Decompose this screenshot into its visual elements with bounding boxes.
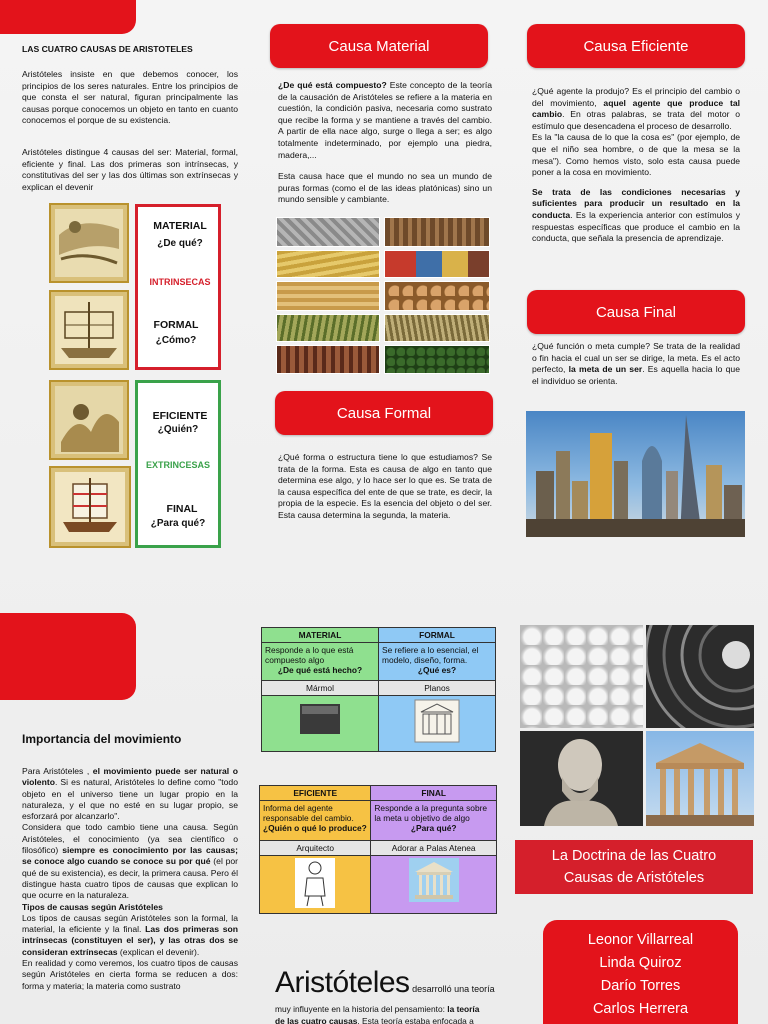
formal-question: ¿Cómo?	[155, 335, 197, 346]
final-question-cell: ¿Para qué?	[410, 823, 457, 833]
causa-material-text-2: Esta causa hace que el mundo no sea un mundo de puras formas (como el de las ideas platónicas) sino un mundo sensible y cambiante.	[278, 171, 492, 205]
final-label: FINAL	[166, 503, 198, 515]
temple-image	[371, 856, 497, 914]
causa-final-header: Causa Final	[527, 290, 745, 334]
material-question-cell: ¿De qué está hecho?	[277, 665, 363, 675]
mov-p2b: siempre es conocimiento por las causas; se conoce algo cuando se conoce su por qué	[22, 845, 238, 867]
table-header-final: FINAL	[371, 786, 497, 801]
formal-illustration	[49, 290, 129, 370]
intro-paragraph: Aristóteles insiste en que debemos conocer, los principios de los seres naturales. Entre los principios de que consta el ser natural, figuran principalmente las causas porque conocemos un objeto en tanto en cuanto conocemos el porque de su existencia.	[22, 69, 238, 126]
mov-p3a: Los tipos de causas según Aristóteles son la formal, la material, la eficiente y la final.	[22, 912, 238, 935]
pantheon-facade-photo	[646, 731, 754, 826]
mov-p1b: el movimiento puede ser natural o violento	[22, 766, 238, 788]
causes-paragraph: Aristóteles distingue 4 causas del ser: Material, formal, eficiente y final. Las dos primeras son intrínsecas, y constitutivas del ser y las dos últimas son extrínsecas y explican el devenir	[22, 147, 238, 192]
causa-material-question: ¿De qué está compuesto?	[278, 80, 387, 90]
material-illustration	[49, 203, 129, 283]
material-label: MATERIAL	[153, 220, 207, 232]
table-cell-eficiente-desc	[260, 801, 371, 841]
formal-desc: Se refiere a lo esencial, el modelo, diseño, forma.	[382, 645, 479, 665]
materials-photo-collage	[276, 217, 490, 374]
banner-line-2: Causas de Aristóteles	[563, 870, 705, 886]
marble-stones-photo	[520, 625, 643, 728]
formal-label: FORMAL	[153, 319, 199, 331]
eficiente-question: ¿Quién?	[157, 424, 199, 435]
mov-p4: En realidad y como veremos, los cuatro tipos de causas según Aristóteles en cierta forma se reducen a dos: forma y materia; la materia como sustrato	[22, 958, 238, 991]
extrinsic-label: EXTRINCESAS	[145, 460, 210, 470]
causa-material-text	[278, 80, 492, 161]
ef-text-d: Es la "la causa de lo que la cosa es" (por ejemplo, de que el niño sea hombre, o de que la mesa se la mesa"). Como hemos visto, solo esta causa puede poner a la cosa en movimiento.	[532, 132, 740, 178]
fin-text-b: la meta de un ser	[568, 364, 643, 375]
section-heading-movimiento: Importancia del movimiento	[22, 732, 182, 746]
causa-formal-text: ¿Qué forma o estructura tiene lo que estudiamos? Se trata de la forma. Esta es causa de algo en tanto que determina ese algo, y lo hace ser lo que es. Se trata de la causa específica del ente de que se trate, es decir, la propia de la especie. Es la esencia del objeto o del ser. Esta causa determina la segunda, la materia.	[278, 452, 492, 520]
material-desc: Responde a lo que está compuesto algo	[265, 645, 354, 665]
ari-line2b: la teoría	[447, 1004, 480, 1014]
mov-p2c: (el por qué de su existencia), es decir, la primera causa. Pero él distingue hasta cuatro tipos de causas que explican lo que ocurre en la naturaleza.	[22, 856, 239, 901]
ari-line2a: muy influyente en la historia del pensamiento:	[275, 1004, 448, 1014]
ef-text-f: . Es la experiencia anterior con estímulos y respuestas específicas que produce el cambio en la conducta, que señala la presencia de aprendizaje.	[532, 209, 740, 244]
ari-line3a: de las cuatro causas	[275, 1016, 358, 1024]
eficiente-final-table	[259, 785, 497, 914]
architect-figure-image	[260, 856, 371, 914]
example-marmol: Mármol	[262, 681, 379, 696]
corner-tab-top	[0, 0, 136, 34]
banner-line-1: La Doctrina de las Cuatro	[551, 848, 717, 864]
aristoteles-big-title: Aristóteles	[275, 966, 410, 999]
blueprint-image	[379, 696, 496, 752]
aristoteles-intro	[275, 966, 495, 1000]
mov-p1a: Para Aristóteles ,	[22, 766, 93, 776]
city-skyline-photo	[526, 411, 745, 537]
mov-p3c: (explican el devenir).	[117, 946, 200, 957]
eficiente-desc: Informa del agente responsable del cambio.	[263, 803, 354, 823]
material-question: ¿De qué?	[157, 238, 203, 249]
ef-text-c: . En otras palabras, se trata del motor o estímulo que desencadena el proceso de desarrollo.	[532, 109, 740, 131]
table-cell-final-desc	[371, 801, 497, 841]
page-title: LAS CUATRO CAUSAS DE ARISTOTELES	[22, 44, 193, 54]
aristoteles-intro-line2	[275, 1003, 495, 1024]
doctrine-title-banner	[515, 840, 753, 894]
causa-final-text	[532, 341, 740, 387]
movimiento-text	[22, 766, 238, 992]
authors-box	[543, 920, 738, 1024]
causa-eficiente-header: Causa Eficiente	[527, 24, 745, 68]
corner-tab-bottom	[0, 613, 136, 700]
example-adorar: Adorar a Palas Atenea	[371, 841, 497, 856]
author-name: Leonor Villarreal	[587, 932, 694, 948]
causa-formal-header: Causa Formal	[275, 391, 493, 435]
mov-p1c: . Si es natural, Aristóteles lo define como "todo objeto en el universo tiene un lugar propio en la naturaleza, y el que no esté en su lugar propio, se esforzará por alcanzarlo".	[22, 777, 238, 822]
ef-text-b: aquel agente que produce tal cambio	[532, 97, 741, 120]
mov-p3b: Las dos primeras son intrínsecas (constituyen el ser), y las otras dos se consideran extrínsecas	[22, 924, 238, 957]
aristotle-bust-photo	[520, 731, 643, 826]
table-header-eficiente: EFICIENTE	[260, 786, 371, 801]
author-name: Carlos Herrera	[592, 1001, 689, 1017]
intrinsic-label: INTRINSECAS	[149, 277, 211, 287]
example-arquitecto: Arquitecto	[260, 841, 371, 856]
eficiente-illustration	[49, 380, 129, 460]
table-cell-material-desc	[262, 643, 379, 681]
final-question: ¿Para qué?	[150, 518, 206, 529]
causa-material-header: Causa Material	[270, 24, 488, 68]
fin-text-c: . Es aquella hacia lo que el individuo se orienta.	[532, 364, 740, 386]
pantheon-dome-photo	[646, 625, 754, 728]
ef-text-e: Se trata de las condiciones necesarias y suficientes para producir un resultado en la conducta	[532, 186, 740, 220]
ef-text-a: ¿Qué agente la produjo? Es el principio del cambio o del movimiento,	[532, 86, 740, 108]
material-formal-table	[261, 627, 496, 752]
eficiente-question-cell: ¿Quién o qué lo produce?	[263, 823, 367, 833]
mov-p2a: Considera que todo cambio tiene una causa. Según Aristóteles, el conocimiento (ya sea científico o filosófico)	[22, 822, 238, 856]
final-illustration	[49, 466, 131, 548]
example-planos: Planos	[379, 681, 496, 696]
causa-material-body: Este concepto de la teoría de la causación de Aristóteles se refiere a la materia en cuestión, la condición pasiva, necesaria como sustrato que recibe la forma y se mantiene a través del cambio. A partir de ella nace algo, surge o llega a ser; es algo totalmente indeterminado, por ejemplo una piedra, madera,...	[278, 80, 492, 160]
final-desc: Responde a la pregunta sobre la meta u objetivo de algo	[374, 803, 488, 823]
table-cell-formal-desc	[379, 643, 496, 681]
aristoteles-intro-text: desarrolló una teoría	[409, 984, 495, 994]
table-header-material: MATERIAL	[262, 628, 379, 643]
author-name: Linda Quiroz	[599, 955, 682, 971]
marble-block-image	[262, 696, 379, 752]
author-name: Darío Torres	[600, 978, 681, 994]
fin-text-a: ¿Qué función o meta cumple? Se trata de la realidad o fin hacia el cual un ser se dirige, la meta. Es el acto perfecto,	[532, 341, 740, 375]
ari-line3b: . Esta teoría estaba enfocada a	[357, 1016, 474, 1024]
causa-eficiente-text	[532, 86, 740, 253]
formal-question-cell: ¿Qué es?	[417, 665, 457, 675]
table-header-formal: FORMAL	[379, 628, 496, 643]
mov-subheading: Tipos de causas según Aristóteles	[22, 901, 163, 912]
eficiente-label: EFICIENTE	[152, 410, 208, 422]
